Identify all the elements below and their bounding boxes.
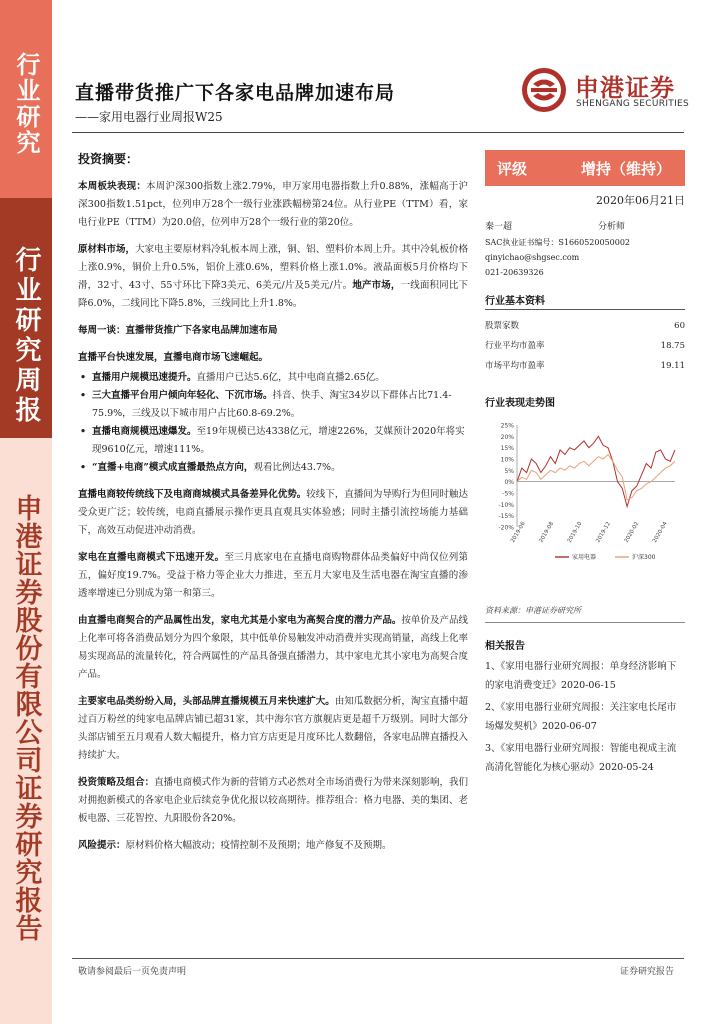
report-title: 直播带货推广下各家电品牌加速布局 [75, 82, 396, 104]
related-reports [485, 658, 685, 777]
list-item [78, 369, 468, 387]
appliance-label: 家电在直播电商模式下迅速开发。 [78, 552, 225, 563]
materials-text: 大家电主要原材料冷轧板本周上涨，铜、铝、塑料价本周上升。其中冷轧板价格上涨0.9%，铜价上升0.5%，铝价上涨0.6%，塑料价格上涨1.0%。液晶面板5月价格均下滑，32寸、43寸、55寸环比下降3美元、6美元/片及5美元/片。 [78, 244, 468, 291]
bullet-text: 观看比例达43.7%。 [253, 462, 341, 473]
appliance-paragraph [78, 549, 468, 603]
risk-paragraph [78, 837, 468, 855]
weekly-performance-label: 本周板块表现： [78, 181, 147, 192]
y-tick-label: 5% [504, 467, 514, 475]
chart-title: 行业表现走势图 [485, 398, 555, 409]
real-estate-label: 地产市场， [352, 280, 401, 291]
rating-label: 评级 [497, 160, 528, 178]
left-sidebar [0, 0, 52, 1024]
report-subtitle: ——家用电器行业周报W25 [75, 110, 223, 124]
strategy-label: 投资策略及组合： [78, 777, 155, 788]
real-estate-text: 一线面积同比下降6.0%，二线同比下降5.8%，三线同比上升1.8%。 [78, 280, 468, 309]
industry-info-title: 行业基本资料 [485, 292, 685, 310]
x-tick-label: 2019-12 [595, 521, 612, 544]
company-logo [520, 64, 690, 116]
x-tick-label: 2020-04 [652, 521, 669, 544]
analyst-role: 分析师 [597, 222, 625, 232]
weekly-topic-text: 直播带货推广下各家电品牌加速布局 [125, 325, 278, 336]
live-streaming-heading: 直播平台快速发展，直播电商市场飞速崛起。 [78, 352, 269, 363]
table-row [485, 336, 685, 356]
list-item [78, 423, 468, 459]
rating-bar [485, 150, 685, 186]
footer-divider [72, 958, 684, 959]
appliance-text: 至三月底家电在直播电商购物群体品类偏好中尚仅位列第五，偏好度19.7%。受益于格力等企业大力推进，至五月大家电及生活电器在淘宝直播的渗透率增速已分别成为第一和第三。 [78, 552, 468, 599]
report-date: 2020年06月21日 [596, 194, 685, 207]
x-tick-label: 2019-08 [538, 521, 556, 544]
risk-label: 风险提示： [78, 840, 126, 851]
related-report-link[interactable]: 3、《家用电器行业研究周报：智能电视成主流 高清化智能化为核心驱动》2020-05-24 [485, 743, 677, 773]
list-item [78, 387, 468, 423]
bullet-label: 直播用户规模迅速提升。 [92, 372, 197, 383]
header-divider [72, 132, 684, 133]
legend-label: 沪深300 [632, 554, 656, 562]
bullet-label: 直播电商规模迅速爆发。 [92, 426, 197, 437]
investment-summary [78, 150, 468, 864]
summary-heading: 投资摘要： [78, 152, 139, 166]
product-fit-text: 按单价及产品线上化率可将各消费品划分为四个象限，其中低单价易触发冲动消费并实现高销量，高线上化率易实现高品的流量转化，符合两属性的产品具备强直播潜力，其中家电尤其小家电为高契合度产品。 [78, 615, 468, 680]
stat-label: 行业平均市盈率 [485, 341, 545, 351]
bullet-text: 至19年规模已达4338亿元，增速226%，艾媒预计2020年将实现9610亿元，增速111%。 [92, 426, 465, 455]
risk-text: 原材料价格大幅波动；疫情控制不及预期；地产修复不及预期。 [125, 840, 392, 851]
materials-label: 原材料市场， [78, 244, 136, 255]
sidebar-report-type-text: 行业研究周报 [11, 246, 41, 426]
shengang-logo-icon [520, 66, 568, 114]
sidebar-company [0, 438, 52, 1024]
series-line [517, 436, 675, 506]
analyst-name: 秦一超 [485, 222, 513, 232]
stat-label: 市场平均市盈率 [485, 361, 545, 371]
y-tick-label: 20% [500, 433, 514, 441]
x-tick-label: 2019-10 [566, 521, 584, 544]
sidebar-category [0, 0, 52, 198]
stat-value: 60 [674, 321, 685, 331]
advantage-paragraph [78, 486, 468, 540]
analyst-sac: SAC执业证书编号：S1660520050002 [485, 238, 631, 247]
logo-chinese-name: 申港证券 [575, 74, 675, 102]
series-line [517, 455, 675, 500]
disclaimer-note: 敬请参阅最后一页免责声明 [78, 967, 187, 977]
y-tick-label: 15% [500, 445, 514, 453]
weekly-performance-text: 本周沪深300指数上涨2.79%，申万家用电器指数上升0.88%，涨幅高于沪深300指数1.51pct，位列申万28个一级行业涨跌幅榜第24位。从行业PE（TTM）看，家电行业PE（TTM）为20.0倍，位列申万28个一级行业的第20位。 [78, 181, 468, 228]
analyst-info [485, 220, 685, 280]
product-fit-label: 由直播电商契合的产品属性出发，家电尤其是小家电为高契合度的潜力产品。 [78, 615, 402, 626]
right-panel [485, 150, 685, 781]
y-tick-label: 0% [504, 479, 514, 487]
brand-paragraph [78, 693, 468, 765]
product-fit-paragraph [78, 612, 468, 684]
y-tick-label: -10% [498, 501, 514, 509]
brand-text: 由知瓜数据分析，淘宝直播中超过百万粉丝的纯家电品牌店铺已超31家，其中海尔官方旗舰店更是超千万级别。同时大部分头部店铺至五月观看人数大幅提升，格力官方店更是月度环比人数翻倍，各家电品牌直播投入持续扩大。 [78, 696, 468, 761]
sidebar-company-text: 申港证券股份有限公司证券研究报告 [10, 494, 42, 942]
analyst-phone: 021-20639326 [485, 268, 544, 277]
legend-label: 家用电器 [572, 554, 597, 562]
table-row [485, 316, 685, 336]
strategy-text: 直播电商模式作为新的营销方式必然对全市场消费行为带来深刻影响，我们对拥抱新模式的各家电企业后续竞争优化报以较高期待。推荐组合：格力电器、美的集团、老板电器、三花智控、九阳股份各20%。 [78, 777, 468, 824]
y-tick-label: 25% [500, 422, 514, 430]
y-tick-label: -20% [498, 524, 514, 532]
weekly-performance-paragraph [78, 178, 468, 232]
y-tick-label: -15% [498, 513, 514, 521]
sidebar-category-text: 行业研究 [12, 52, 40, 156]
stat-label: 股票家数 [485, 321, 520, 331]
footer-report-type: 证券研究报告 [620, 967, 675, 977]
list-item [78, 459, 468, 477]
weekly-topic-label: 每周一谈： [78, 325, 126, 336]
bullet-text: 抖音、快手、淘宝34岁以下群体占比71.4-75.9%，三线及以下城市用户占比60.8-69.2%。 [92, 390, 452, 419]
weekly-topic-paragraph [78, 322, 468, 340]
related-report-link[interactable]: 2、《家用电器行业研究周报：关注家电长尾市场爆发契机》2020-06-07 [485, 702, 677, 732]
industry-stats [485, 316, 685, 376]
strategy-paragraph [78, 774, 468, 828]
brand-label: 主要家电品类纷纷入局，头部品牌直播规模五月来快速扩大。 [78, 696, 335, 707]
chart-source: 资料来源：申港证券研究所 [485, 605, 685, 623]
industry-trend-chart [485, 419, 685, 569]
stat-value: 19.11 [660, 361, 685, 371]
y-tick-label: 10% [500, 456, 514, 464]
rating-value: 增持（维持） [581, 160, 672, 178]
live-streaming-bullets [78, 369, 468, 477]
logo-english-name: SHENGANG SECURITIES [576, 99, 690, 109]
related-report-link[interactable]: 1、《家用电器行业研究周报：单身经济影响下的家电消费变迁》2020-06-15 [485, 661, 677, 691]
bullet-label: “直播+电商”模式成直播最热点方向， [92, 462, 254, 473]
advantage-text: 较线下，直播间为导购行为但同时触达受众更广泛；较传统，电商直播展示操作更具直观具实体验感；同时主播引流控场能力基础下，高效互动促进冲动消费。 [78, 489, 468, 536]
stat-value: 18.75 [660, 341, 685, 351]
advantage-label: 直播电商较传统线下及电商商城模式具备差异化优势。 [78, 489, 307, 500]
y-tick-label: -5% [502, 490, 514, 498]
sidebar-report-type [0, 198, 52, 438]
industry-trend-chart-box [485, 394, 685, 569]
analyst-email[interactable]: qinyichao@shgsec.com [485, 253, 580, 262]
x-tick-label: 2019-06 [510, 521, 527, 544]
bullet-label: 三大直播平台用户倾向年轻化、下沉市场。 [92, 390, 273, 401]
materials-paragraph [78, 241, 468, 313]
table-row [485, 356, 685, 376]
x-tick-label: 2020-02 [623, 521, 641, 544]
bullet-text: 直播用户已达5.6亿，其中电商直播2.65亿。 [196, 372, 385, 383]
related-reports-title: 相关报告 [485, 641, 525, 652]
